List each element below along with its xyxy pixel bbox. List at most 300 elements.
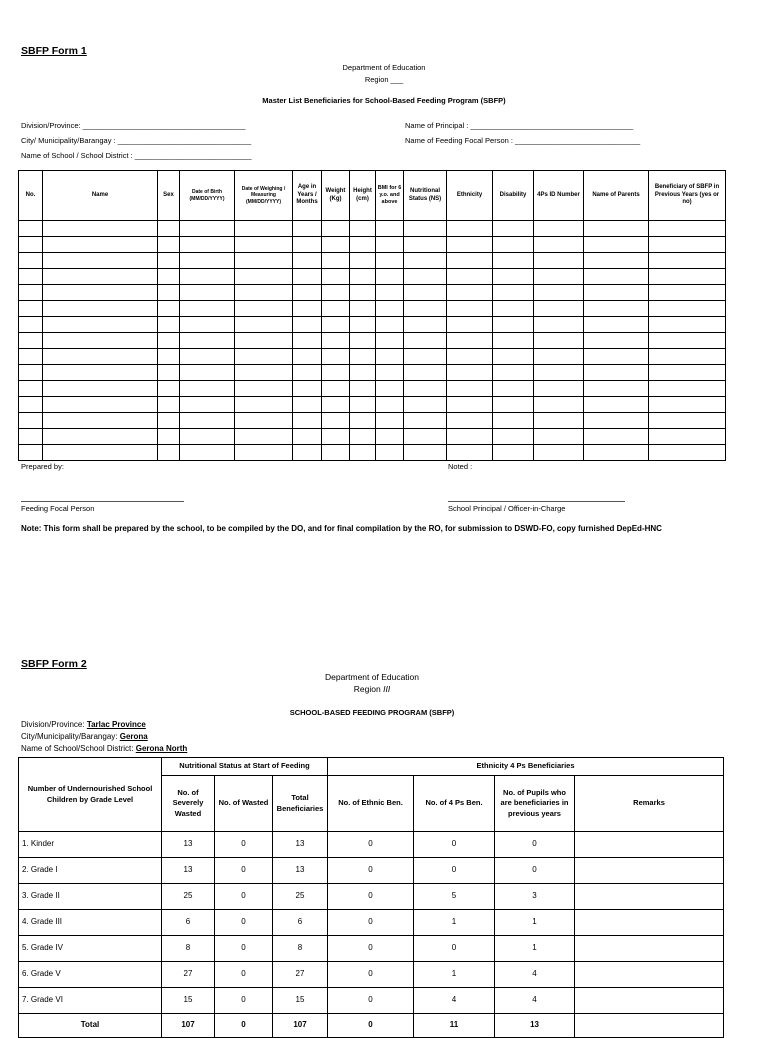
form1-principal-field[interactable]: Name of Principal : _______________________________________ xyxy=(405,121,634,130)
city-value: Gerona xyxy=(119,732,148,741)
form1-entry-cell[interactable] xyxy=(322,269,350,285)
remarks-cell[interactable] xyxy=(575,962,724,988)
form1-entry-cell[interactable] xyxy=(158,237,180,253)
remarks-cell[interactable] xyxy=(575,858,724,884)
form1-entry-cell[interactable] xyxy=(493,397,534,413)
form1-entry-cell[interactable] xyxy=(649,365,726,381)
form1-entry-cell[interactable] xyxy=(235,429,293,445)
form1-entry-cell[interactable] xyxy=(180,333,235,349)
form1-entry-cell[interactable] xyxy=(180,445,235,461)
form1-entry-cell[interactable] xyxy=(19,397,43,413)
remarks-cell[interactable] xyxy=(575,910,724,936)
form1-entry-cell[interactable] xyxy=(43,317,158,333)
form1-entry-cell[interactable] xyxy=(235,349,293,365)
form1-entry-cell[interactable] xyxy=(293,365,322,381)
form1-entry-cell[interactable] xyxy=(493,285,534,301)
form1-entry-cell[interactable] xyxy=(584,221,649,237)
form1-entry-cell[interactable] xyxy=(158,221,180,237)
form1-entry-cell[interactable] xyxy=(493,317,534,333)
form1-entry-cell[interactable] xyxy=(180,269,235,285)
form1-entry-cell[interactable] xyxy=(322,429,350,445)
form1-blank-row xyxy=(19,429,726,445)
form1-entry-cell[interactable] xyxy=(293,237,322,253)
form1-entry-cell[interactable] xyxy=(493,269,534,285)
form1-entry-cell[interactable] xyxy=(322,365,350,381)
form1-entry-cell[interactable] xyxy=(158,429,180,445)
form1-entry-cell[interactable] xyxy=(235,333,293,349)
form1-entry-cell[interactable] xyxy=(447,285,493,301)
form1-entry-cell[interactable] xyxy=(534,285,584,301)
form1-entry-cell[interactable] xyxy=(404,413,447,429)
form1-entry-cell[interactable] xyxy=(493,445,534,461)
form1-entry-cell[interactable] xyxy=(534,445,584,461)
form1-entry-cell[interactable] xyxy=(534,333,584,349)
form1-entry-cell[interactable] xyxy=(534,253,584,269)
grade-level-header: Number of Undernourished School Children by Grade Level xyxy=(19,758,162,832)
form1-entry-cell[interactable] xyxy=(19,237,43,253)
form1-entry-cell[interactable] xyxy=(493,237,534,253)
form1-entry-cell[interactable] xyxy=(180,285,235,301)
form1-entry-cell[interactable] xyxy=(350,285,376,301)
form1-entry-cell[interactable] xyxy=(649,237,726,253)
form1-entry-cell[interactable] xyxy=(158,301,180,317)
form1-entry-cell[interactable] xyxy=(584,349,649,365)
fourps-cell: 1 xyxy=(414,910,495,936)
grade-row xyxy=(19,962,724,988)
severely-cell: 13 xyxy=(162,858,215,884)
form1-entry-cell[interactable] xyxy=(350,413,376,429)
form1-blank-row xyxy=(19,397,726,413)
form1-column-header: Name xyxy=(43,171,158,221)
remarks-cell[interactable] xyxy=(575,936,724,962)
form1-entry-cell[interactable] xyxy=(293,445,322,461)
form1-entry-cell[interactable] xyxy=(158,269,180,285)
form1-entry-cell[interactable] xyxy=(649,381,726,397)
form1-entry-cell[interactable] xyxy=(293,381,322,397)
form1-entry-cell[interactable] xyxy=(180,413,235,429)
form1-blank-row xyxy=(19,445,726,461)
form1-entry-cell[interactable] xyxy=(493,333,534,349)
form1-entry-cell[interactable] xyxy=(293,317,322,333)
form1-entry-cell[interactable] xyxy=(158,445,180,461)
form1-entry-cell[interactable] xyxy=(180,301,235,317)
remarks-cell[interactable] xyxy=(575,884,724,910)
previous-cell: 1 xyxy=(495,910,575,936)
total-cell: 13 xyxy=(273,858,328,884)
principal-signatory-label: School Principal / Officer-in-Charge xyxy=(448,504,566,513)
form1-entry-cell[interactable] xyxy=(376,221,404,237)
form1-entry-cell[interactable] xyxy=(293,253,322,269)
form1-entry-cell[interactable] xyxy=(447,317,493,333)
form1-entry-cell[interactable] xyxy=(350,429,376,445)
form1-entry-cell[interactable] xyxy=(322,253,350,269)
form1-entry-cell[interactable] xyxy=(350,397,376,413)
grade-label: Total xyxy=(19,1014,162,1038)
form2-summary-table xyxy=(18,757,724,1038)
form1-entry-cell[interactable] xyxy=(649,285,726,301)
form1-entry-cell[interactable] xyxy=(235,237,293,253)
form1-entry-cell[interactable] xyxy=(584,397,649,413)
form1-entry-cell[interactable] xyxy=(19,413,43,429)
form2-department: Department of Education xyxy=(324,672,420,682)
form1-entry-cell[interactable] xyxy=(649,429,726,445)
form1-entry-cell[interactable] xyxy=(19,317,43,333)
form1-entry-cell[interactable] xyxy=(158,381,180,397)
form1-entry-cell[interactable] xyxy=(534,301,584,317)
form1-entry-cell[interactable] xyxy=(447,253,493,269)
form1-entry-cell[interactable] xyxy=(43,445,158,461)
form1-entry-cell[interactable] xyxy=(322,237,350,253)
division-value: Tarlac Province xyxy=(86,720,146,729)
fourps-cell: 4 xyxy=(414,988,495,1014)
remarks-header: Remarks xyxy=(575,776,724,832)
form1-entry-cell[interactable] xyxy=(447,237,493,253)
form1-entry-cell[interactable] xyxy=(350,253,376,269)
form1-entry-cell[interactable] xyxy=(376,429,404,445)
form1-entry-cell[interactable] xyxy=(158,317,180,333)
total-row xyxy=(19,1014,724,1038)
form1-entry-cell[interactable] xyxy=(447,269,493,285)
form1-entry-cell[interactable] xyxy=(404,445,447,461)
form1-entry-cell[interactable] xyxy=(158,397,180,413)
form1-column-header: Name of Parents xyxy=(584,171,649,221)
form1-entry-cell[interactable] xyxy=(447,333,493,349)
form1-entry-cell[interactable] xyxy=(235,381,293,397)
form1-entry-cell[interactable] xyxy=(19,301,43,317)
form1-entry-cell[interactable] xyxy=(322,381,350,397)
form1-entry-cell[interactable] xyxy=(322,397,350,413)
form1-entry-cell[interactable] xyxy=(158,285,180,301)
form1-entry-cell[interactable] xyxy=(322,285,350,301)
form1-entry-cell[interactable] xyxy=(404,381,447,397)
form1-entry-cell[interactable] xyxy=(350,269,376,285)
form1-entry-cell[interactable] xyxy=(350,221,376,237)
form1-entry-cell[interactable] xyxy=(235,285,293,301)
form1-entry-cell[interactable] xyxy=(293,269,322,285)
form1-entry-cell[interactable] xyxy=(376,381,404,397)
form1-entry-cell[interactable] xyxy=(43,413,158,429)
form1-entry-cell[interactable] xyxy=(404,237,447,253)
form1-entry-cell[interactable] xyxy=(584,381,649,397)
form1-entry-cell[interactable] xyxy=(43,349,158,365)
previous-cell: 0 xyxy=(495,858,575,884)
form2-region: Region III xyxy=(353,684,391,694)
form1-entry-cell[interactable] xyxy=(534,269,584,285)
form2-division-field[interactable]: Division/Province: Tarlac Province xyxy=(21,720,146,729)
form1-entry-cell[interactable] xyxy=(404,333,447,349)
form1-entry-cell[interactable] xyxy=(19,269,43,285)
form1-entry-cell[interactable] xyxy=(19,253,43,269)
form1-entry-cell[interactable] xyxy=(19,349,43,365)
form1-entry-cell[interactable] xyxy=(649,317,726,333)
wasted-cell: 0 xyxy=(215,884,273,910)
form1-entry-cell[interactable] xyxy=(43,269,158,285)
form1-entry-cell[interactable] xyxy=(235,317,293,333)
form1-entry-cell[interactable] xyxy=(235,221,293,237)
form1-entry-cell[interactable] xyxy=(404,285,447,301)
form1-entry-cell[interactable] xyxy=(19,285,43,301)
form1-entry-cell[interactable] xyxy=(493,413,534,429)
form1-entry-cell[interactable] xyxy=(43,221,158,237)
form1-entry-cell[interactable] xyxy=(404,429,447,445)
form1-entry-cell[interactable] xyxy=(447,301,493,317)
form1-entry-cell[interactable] xyxy=(534,349,584,365)
grade-row xyxy=(19,832,724,858)
form1-entry-cell[interactable] xyxy=(376,269,404,285)
form1-column-header: No. xyxy=(19,171,43,221)
form1-blank-row xyxy=(19,365,726,381)
form1-entry-cell[interactable] xyxy=(293,221,322,237)
focal-person-label: Feeding Focal Person xyxy=(21,504,95,513)
form1-entry-cell[interactable] xyxy=(404,221,447,237)
form1-division-field[interactable]: Division/Province: _______________________________________ xyxy=(21,121,246,130)
form1-entry-cell[interactable] xyxy=(19,445,43,461)
form1-entry-cell[interactable] xyxy=(534,237,584,253)
form1-entry-cell[interactable] xyxy=(404,269,447,285)
form1-entry-cell[interactable] xyxy=(584,413,649,429)
form1-entry-cell[interactable] xyxy=(322,221,350,237)
form1-entry-cell[interactable] xyxy=(322,413,350,429)
form1-entry-cell[interactable] xyxy=(493,349,534,365)
ethnic-cell: 0 xyxy=(328,1014,414,1038)
form1-blank-row xyxy=(19,301,726,317)
form1-entry-cell[interactable] xyxy=(19,221,43,237)
form1-entry-cell[interactable] xyxy=(584,365,649,381)
grade-label: 1. Kinder xyxy=(19,832,162,858)
form1-entry-cell[interactable] xyxy=(534,381,584,397)
form1-entry-cell[interactable] xyxy=(293,413,322,429)
form1-entry-cell[interactable] xyxy=(322,349,350,365)
form1-entry-cell[interactable] xyxy=(180,381,235,397)
form1-entry-cell[interactable] xyxy=(322,445,350,461)
form1-entry-cell[interactable] xyxy=(43,333,158,349)
form1-entry-cell[interactable] xyxy=(43,285,158,301)
form1-entry-cell[interactable] xyxy=(235,413,293,429)
form1-entry-cell[interactable] xyxy=(584,429,649,445)
form1-masterlist-table xyxy=(18,170,726,461)
form1-entry-cell[interactable] xyxy=(180,397,235,413)
form1-entry-cell[interactable] xyxy=(649,397,726,413)
form1-entry-cell[interactable] xyxy=(447,349,493,365)
form1-entry-cell[interactable] xyxy=(180,221,235,237)
form1-entry-cell[interactable] xyxy=(447,365,493,381)
form1-entry-cell[interactable] xyxy=(350,301,376,317)
form1-entry-cell[interactable] xyxy=(43,429,158,445)
form1-entry-cell[interactable] xyxy=(376,397,404,413)
form1-entry-cell[interactable] xyxy=(404,253,447,269)
form1-entry-cell[interactable] xyxy=(350,333,376,349)
form1-entry-cell[interactable] xyxy=(534,365,584,381)
form1-entry-cell[interactable] xyxy=(350,317,376,333)
form1-entry-cell[interactable] xyxy=(584,445,649,461)
form1-entry-cell[interactable] xyxy=(350,349,376,365)
form1-entry-cell[interactable] xyxy=(376,317,404,333)
form1-entry-cell[interactable] xyxy=(19,333,43,349)
form1-entry-cell[interactable] xyxy=(43,365,158,381)
form1-column-header: Weight (Kg) xyxy=(322,171,350,221)
severely-wasted-header: No. of Severely Wasted xyxy=(162,776,215,832)
fourps-cell: 0 xyxy=(414,936,495,962)
previous-cell: 13 xyxy=(495,1014,575,1038)
form1-entry-cell[interactable] xyxy=(43,301,158,317)
form1-entry-cell[interactable] xyxy=(235,301,293,317)
form1-entry-cell[interactable] xyxy=(376,333,404,349)
form1-entry-cell[interactable] xyxy=(493,381,534,397)
form1-entry-cell[interactable] xyxy=(649,445,726,461)
severely-cell: 107 xyxy=(162,1014,215,1038)
form1-entry-cell[interactable] xyxy=(158,413,180,429)
total-cell: 13 xyxy=(273,832,328,858)
form2-city-field[interactable]: City/Municipality/Barangay: Gerona xyxy=(21,732,148,741)
form1-entry-cell[interactable] xyxy=(447,397,493,413)
form1-entry-cell[interactable] xyxy=(19,365,43,381)
form1-department: Department of Education xyxy=(342,63,426,72)
form1-entry-cell[interactable] xyxy=(404,365,447,381)
grade-label: 2. Grade I xyxy=(19,858,162,884)
form1-entry-cell[interactable] xyxy=(534,429,584,445)
form1-column-header: Beneficiary of SBFP in Previous Years (yes or no) xyxy=(649,171,726,221)
form1-entry-cell[interactable] xyxy=(447,381,493,397)
noted-label: Noted : xyxy=(448,462,473,471)
form1-entry-cell[interactable] xyxy=(649,349,726,365)
form1-entry-cell[interactable] xyxy=(404,349,447,365)
remarks-cell[interactable] xyxy=(575,1014,724,1038)
form1-entry-cell[interactable] xyxy=(322,317,350,333)
form1-entry-cell[interactable] xyxy=(376,237,404,253)
fourps-cell: 0 xyxy=(414,858,495,884)
grade-label: 4. Grade III xyxy=(19,910,162,936)
form1-entry-cell[interactable] xyxy=(649,333,726,349)
form1-entry-cell[interactable] xyxy=(376,285,404,301)
fourps-cell: 5 xyxy=(414,884,495,910)
form1-entry-cell[interactable] xyxy=(235,365,293,381)
ethnic-cell: 0 xyxy=(328,962,414,988)
form1-entry-cell[interactable] xyxy=(534,397,584,413)
form1-entry-cell[interactable] xyxy=(350,365,376,381)
form1-entry-cell[interactable] xyxy=(447,429,493,445)
form1-city-field[interactable]: City/ Municipality/Barangay : ________________________________ xyxy=(21,136,252,145)
form1-entry-cell[interactable] xyxy=(376,253,404,269)
form1-entry-cell[interactable] xyxy=(235,397,293,413)
form1-entry-cell[interactable] xyxy=(180,349,235,365)
form1-column-header: BMI for 6 y.o. and above xyxy=(376,171,404,221)
form1-column-header: Disability xyxy=(493,171,534,221)
remarks-cell[interactable] xyxy=(575,832,724,858)
form1-entry-cell[interactable] xyxy=(649,301,726,317)
form1-entry-cell[interactable] xyxy=(376,301,404,317)
form1-entry-cell[interactable] xyxy=(584,269,649,285)
form1-entry-cell[interactable] xyxy=(649,221,726,237)
form1-entry-cell[interactable] xyxy=(350,237,376,253)
form1-entry-cell[interactable] xyxy=(376,445,404,461)
form1-entry-cell[interactable] xyxy=(534,221,584,237)
form1-entry-cell[interactable] xyxy=(584,285,649,301)
form1-entry-cell[interactable] xyxy=(180,237,235,253)
form1-entry-cell[interactable] xyxy=(350,445,376,461)
form1-entry-cell[interactable] xyxy=(180,429,235,445)
form1-entry-cell[interactable] xyxy=(158,365,180,381)
form1-entry-cell[interactable] xyxy=(584,333,649,349)
wasted-cell: 0 xyxy=(215,1014,273,1038)
form1-entry-cell[interactable] xyxy=(376,349,404,365)
form1-entry-cell[interactable] xyxy=(493,301,534,317)
previous-cell: 4 xyxy=(495,988,575,1014)
form1-entry-cell[interactable] xyxy=(493,221,534,237)
form1-entry-cell[interactable] xyxy=(293,285,322,301)
form1-entry-cell[interactable] xyxy=(293,429,322,445)
form1-entry-cell[interactable] xyxy=(447,445,493,461)
form1-entry-cell[interactable] xyxy=(235,445,293,461)
form1-entry-cell[interactable] xyxy=(447,413,493,429)
form1-entry-cell[interactable] xyxy=(534,317,584,333)
wasted-cell: 0 xyxy=(215,962,273,988)
form1-entry-cell[interactable] xyxy=(584,237,649,253)
form1-focal-field[interactable]: Name of Feeding Focal Person : ______________________________ xyxy=(405,136,641,145)
form1-entry-cell[interactable] xyxy=(180,317,235,333)
form1-school-field[interactable]: Name of School / School District : ____________________________ xyxy=(21,151,252,160)
form1-entry-cell[interactable] xyxy=(493,253,534,269)
form1-entry-cell[interactable] xyxy=(404,301,447,317)
form1-entry-cell[interactable] xyxy=(493,365,534,381)
form1-entry-cell[interactable] xyxy=(235,253,293,269)
form1-entry-cell[interactable] xyxy=(584,253,649,269)
form1-entry-cell[interactable] xyxy=(43,253,158,269)
form1-entry-cell[interactable] xyxy=(158,349,180,365)
ethnic-cell: 0 xyxy=(328,936,414,962)
form1-entry-cell[interactable] xyxy=(584,301,649,317)
form1-entry-cell[interactable] xyxy=(235,269,293,285)
form2-heading: SCHOOL-BASED FEEDING PROGRAM (SBFP) xyxy=(289,708,455,717)
form1-region: Region ___ xyxy=(364,75,404,84)
form1-entry-cell[interactable] xyxy=(322,333,350,349)
form1-entry-cell[interactable] xyxy=(584,317,649,333)
form1-entry-cell[interactable] xyxy=(43,237,158,253)
form1-entry-cell[interactable] xyxy=(43,397,158,413)
form1-entry-cell[interactable] xyxy=(447,221,493,237)
form1-entry-cell[interactable] xyxy=(350,381,376,397)
form1-entry-cell[interactable] xyxy=(293,301,322,317)
form1-entry-cell[interactable] xyxy=(293,333,322,349)
form1-entry-cell[interactable] xyxy=(43,381,158,397)
form1-entry-cell[interactable] xyxy=(404,397,447,413)
form1-entry-cell[interactable] xyxy=(322,301,350,317)
form1-entry-cell[interactable] xyxy=(180,365,235,381)
grade-label: 6. Grade V xyxy=(19,962,162,988)
form1-entry-cell[interactable] xyxy=(649,253,726,269)
form1-entry-cell[interactable] xyxy=(649,413,726,429)
form1-entry-cell[interactable] xyxy=(19,381,43,397)
remarks-cell[interactable] xyxy=(575,988,724,1014)
form1-entry-cell[interactable] xyxy=(158,333,180,349)
form1-entry-cell[interactable] xyxy=(293,349,322,365)
wasted-cell: 0 xyxy=(215,936,273,962)
form1-entry-cell[interactable] xyxy=(649,269,726,285)
form1-blank-row xyxy=(19,253,726,269)
form1-entry-cell[interactable] xyxy=(158,253,180,269)
form1-entry-cell[interactable] xyxy=(19,429,43,445)
form1-entry-cell[interactable] xyxy=(404,317,447,333)
form1-entry-cell[interactable] xyxy=(293,397,322,413)
form1-blank-row xyxy=(19,349,726,365)
form1-entry-cell[interactable] xyxy=(376,365,404,381)
form1-entry-cell[interactable] xyxy=(376,413,404,429)
form2-school-field[interactable]: Name of School/School District: Gerona North xyxy=(21,744,188,753)
form1-entry-cell[interactable] xyxy=(493,429,534,445)
ethnic-ben-header: No. of Ethnic Ben. xyxy=(328,776,414,832)
form1-entry-cell[interactable] xyxy=(180,253,235,269)
form1-entry-cell[interactable] xyxy=(534,413,584,429)
fourps-cell: 11 xyxy=(414,1014,495,1038)
